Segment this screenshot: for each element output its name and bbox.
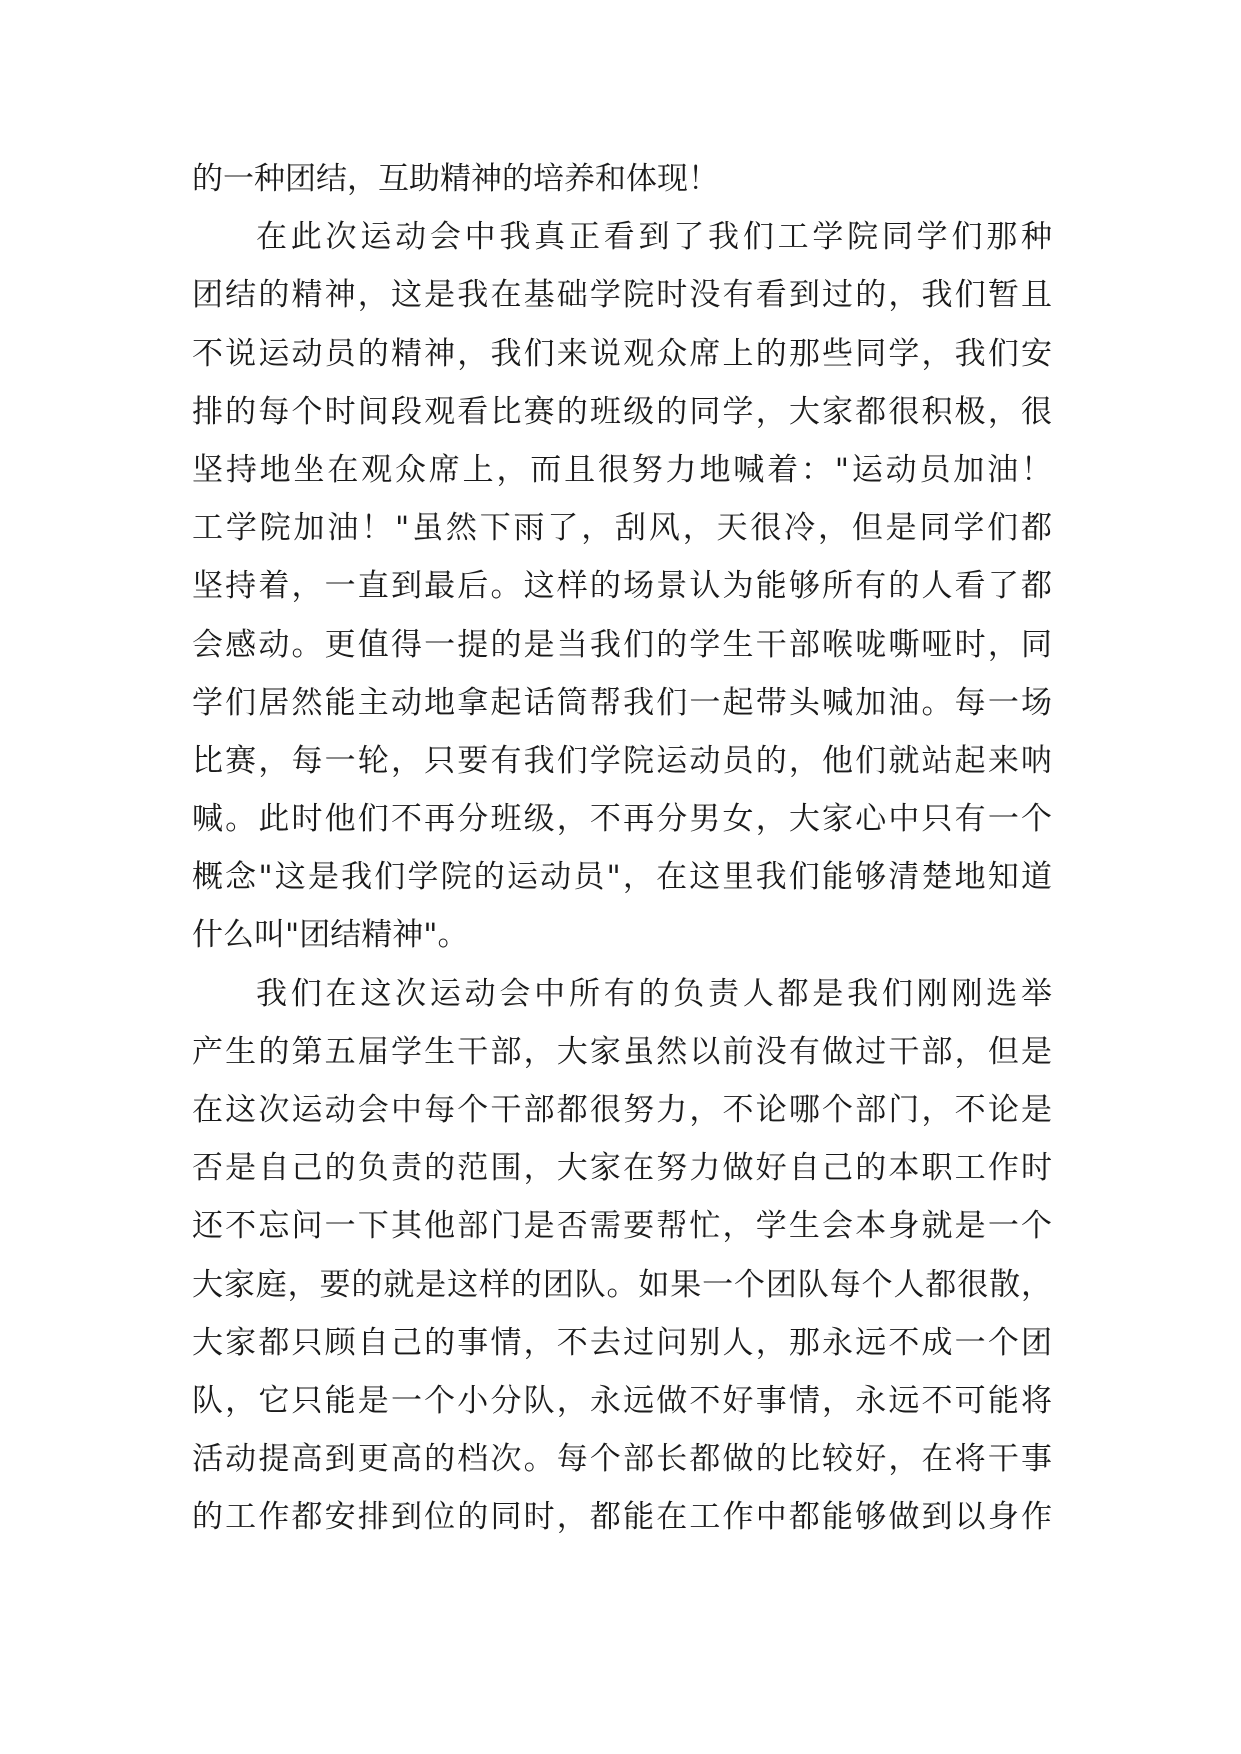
text-line: 在这次运动会中每个干部都很努力，不论哪个部门，不论是	[192, 1092, 1052, 1128]
text-line: 喊。此时他们不再分班级，不再分男女，大家心中只有一个	[192, 801, 1052, 838]
text-line: 坚持地坐在观众席上，而且很努力地喊着："运动员加油！	[192, 451, 1052, 488]
text-line: 概念"这是我们学院的运动员"，在这里我们能够清楚地知道	[192, 859, 1052, 896]
text-line: 的工作都安排到位的同时，都能在工作中都能够做到以身作	[192, 1499, 1052, 1536]
text-line: 活动提高到更高的档次。每个部长都做的比较好，在将干事	[192, 1441, 1052, 1478]
text-line: 团结的精神，这是我在基础学院时没有看到过的，我们暂且	[192, 277, 1052, 314]
text-line: 学们居然能主动地拿起话筒帮我们一起带头喊加油。每一场	[192, 684, 1052, 721]
paragraph-first-line: 我们在这次运动会中所有的负责人都是我们刚刚选举	[256, 975, 1052, 1012]
text-line: 队，它只能是一个小分队，永远做不好事情，永远不可能将	[192, 1382, 1052, 1419]
body-text	[192, 150, 1052, 1547]
text-line: 否是自己的负责的范围，大家在努力做好自己的本职工作时	[192, 1150, 1052, 1187]
text-line: 什么叫"团结精神"。	[192, 917, 469, 954]
text-line: 工学院加油！"虽然下雨了，刮风，天很冷，但是同学们都	[192, 510, 1052, 547]
text-line: 大家都只顾自己的事情，不去过问别人，那永远不成一个团	[192, 1324, 1052, 1361]
text-line: 大家庭，要的就是这样的团队。如果一个团队每个人都很散，	[192, 1266, 1052, 1303]
text-line: 还不忘问一下其他部门是否需要帮忙，学生会本身就是一个	[192, 1208, 1052, 1245]
text-line: 会感动。更值得一提的是当我们的学生干部喉咙嘶哑时，同	[192, 626, 1052, 663]
text-line: 排的每个时间段观看比赛的班级的同学，大家都很积极，很	[192, 393, 1052, 430]
text-line: 的一种团结，互助精神的培养和体现！	[192, 161, 719, 197]
text-line: 产生的第五届学生干部，大家虽然以前没有做过干部，但是	[192, 1033, 1052, 1070]
text-line: 不说运动员的精神，我们来说观众席上的那些同学，我们安	[192, 335, 1052, 372]
text-line: 坚持着，一直到最后。这样的场景认为能够所有的人看了都	[192, 568, 1052, 605]
paragraph-first-line: 在此次运动会中我真正看到了我们工学院同学们那种	[256, 219, 1052, 256]
text-line: 比赛，每一轮，只要有我们学院运动员的，他们就站起来呐	[192, 742, 1052, 779]
